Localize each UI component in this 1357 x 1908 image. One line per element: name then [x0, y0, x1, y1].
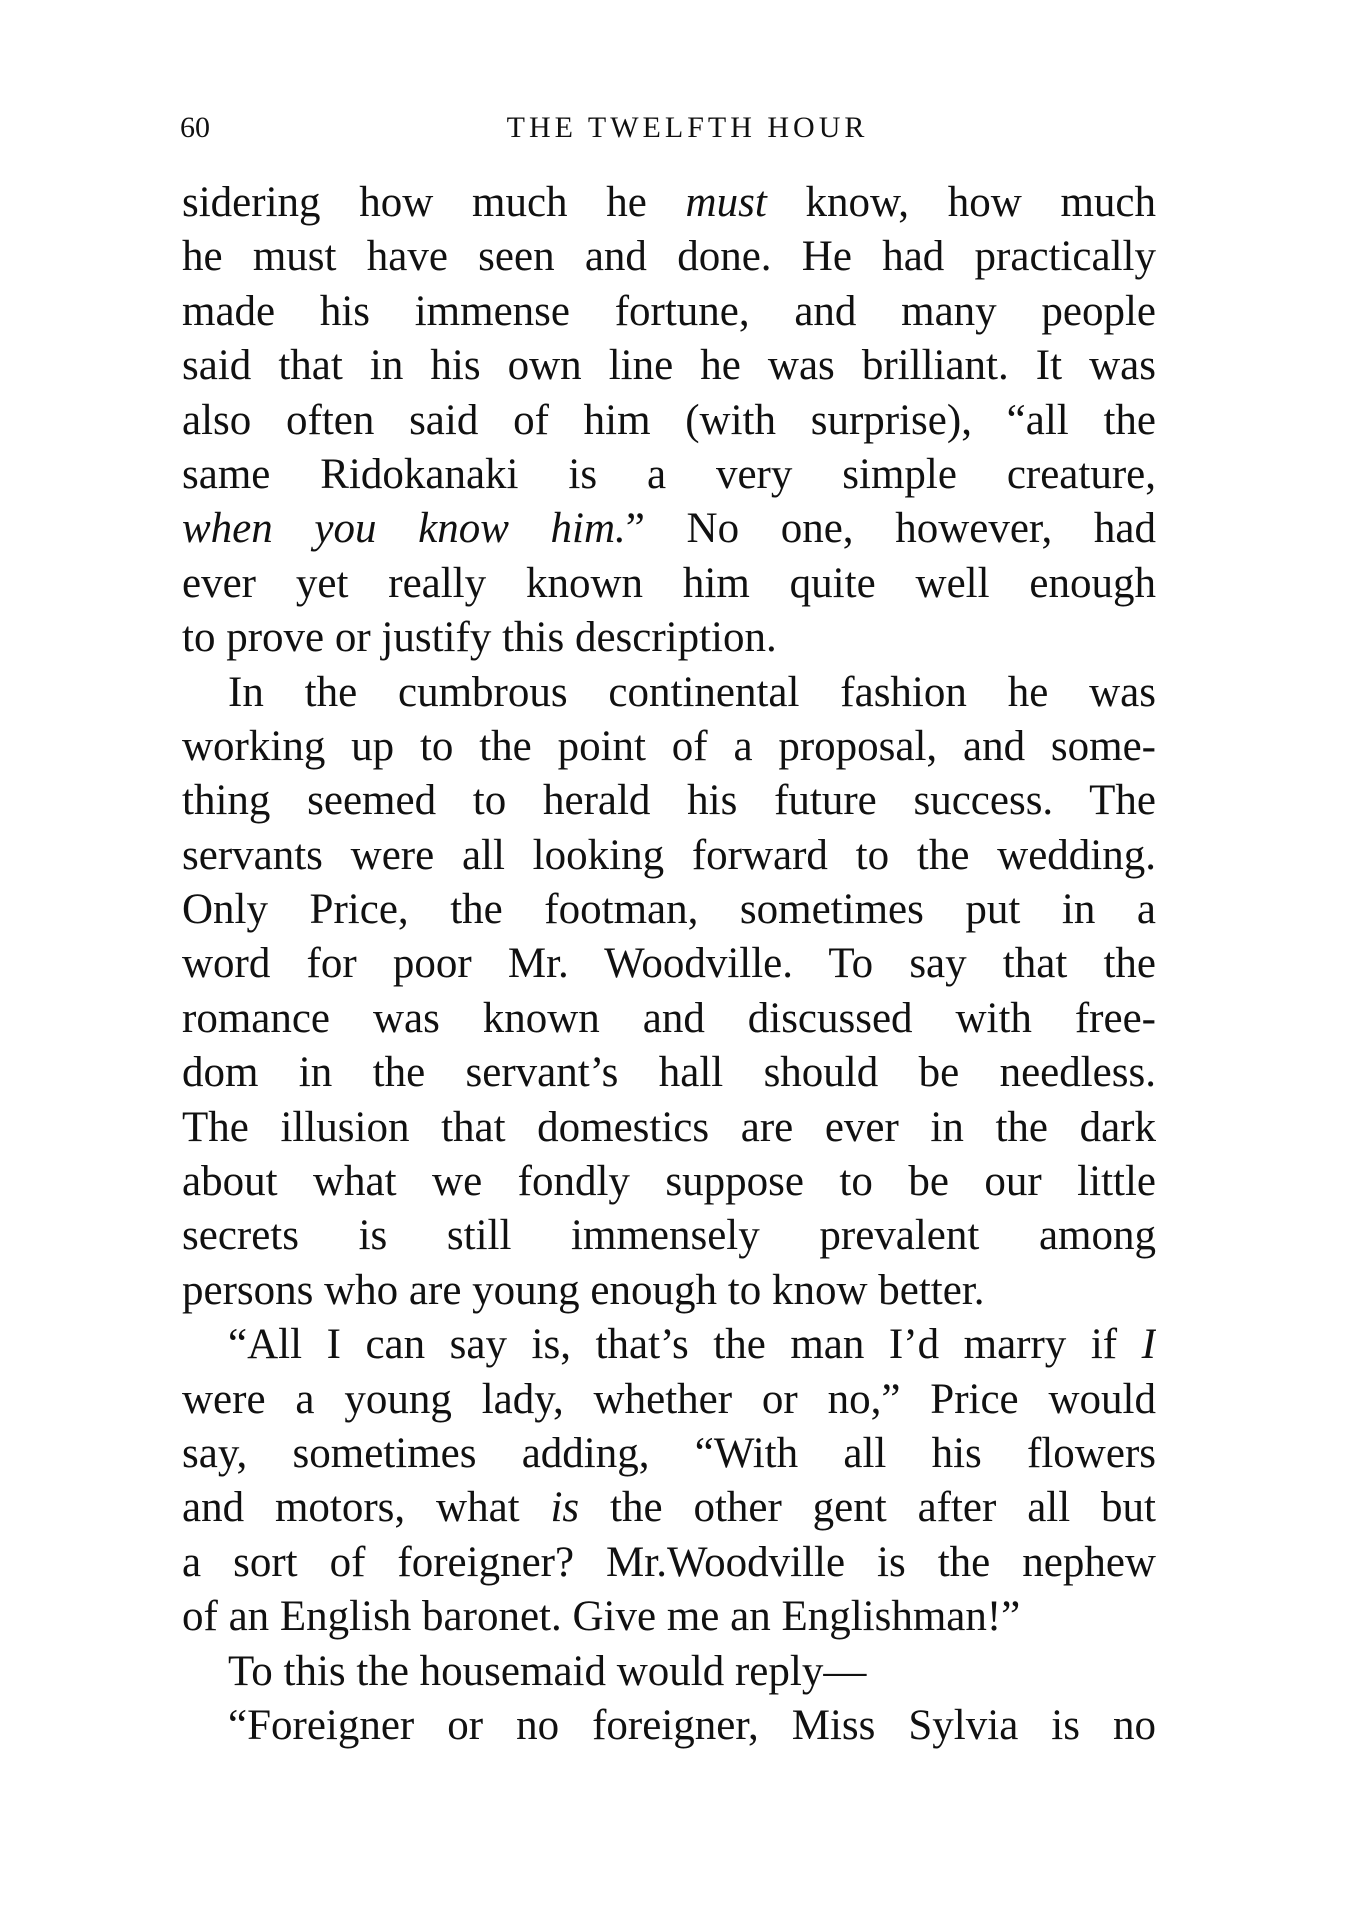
- text-line-9: to prove or justify this description.: [182, 614, 777, 662]
- text-line-11: working up to the point of a proposal, and some-: [182, 722, 1156, 770]
- text-line-15: word for poor Mr. Woodville. To say that the: [182, 940, 1156, 988]
- text-line-4: said that in his own line he was brilliant. It was: [182, 342, 1156, 390]
- text-line-21: persons who are young enough to know better.: [182, 1266, 985, 1314]
- text-line-17: dom in the servant’s hall should be needless.: [182, 1049, 1156, 1097]
- text-line-18: The illusion that domestics are ever in the dark: [182, 1103, 1156, 1151]
- text-line-23: were a young lady, whether or no,” Price would: [182, 1375, 1156, 1423]
- text-line-1: sidering how much he must know, how much: [182, 179, 1156, 226]
- text-line-2: he must have seen and done. He had practically: [182, 233, 1156, 281]
- text-line-16: romance was known and discussed with free-: [182, 994, 1156, 1042]
- text-line-19: about what we fondly suppose to be our little: [182, 1158, 1156, 1206]
- page-number: 60: [180, 111, 210, 144]
- text-line-6: same Ridokanaki is a very simple creature,: [182, 450, 1156, 498]
- text-line-28: To this the housemaid would reply—: [228, 1647, 867, 1695]
- text-line-22: “All I can say is, that’s the man I’d marry if I: [228, 1321, 1156, 1369]
- text-line-29: “Foreigner or no foreigner, Miss Sylvia is no: [228, 1701, 1156, 1749]
- text-line-24: say, sometimes adding, “With all his flowers: [182, 1429, 1156, 1477]
- text-line-7: when you know him.” No one, however, had: [182, 505, 1156, 553]
- text-line-26: a sort of foreigner? Mr.Woodville is the nephew: [182, 1538, 1156, 1586]
- text-line-13: servants were all looking forward to the wedding.: [182, 831, 1156, 879]
- text-line-3: made his immense fortune, and many people: [182, 287, 1156, 335]
- text-line-25: and motors, what is the other gent after all but: [182, 1484, 1156, 1532]
- text-line-14: Only Price, the footman, sometimes put in a: [182, 886, 1156, 934]
- text-line-12: thing seemed to herald his future success. The: [182, 777, 1156, 825]
- running-head: [180, 108, 1155, 148]
- text-line-10: In the cumbrous continental fashion he was: [228, 668, 1156, 716]
- text-line-27: of an English baronet. Give me an Englishman!”: [182, 1593, 1021, 1641]
- book-title: THE TWELFTH HOUR: [506, 111, 869, 144]
- text-line-8: ever yet really known him quite well enough: [182, 559, 1156, 607]
- text-line-5: also often said of him (with surprise), “all the: [182, 396, 1156, 444]
- body-text: [182, 176, 1156, 1753]
- text-line-20: secrets is still immensely prevalent among: [182, 1212, 1156, 1260]
